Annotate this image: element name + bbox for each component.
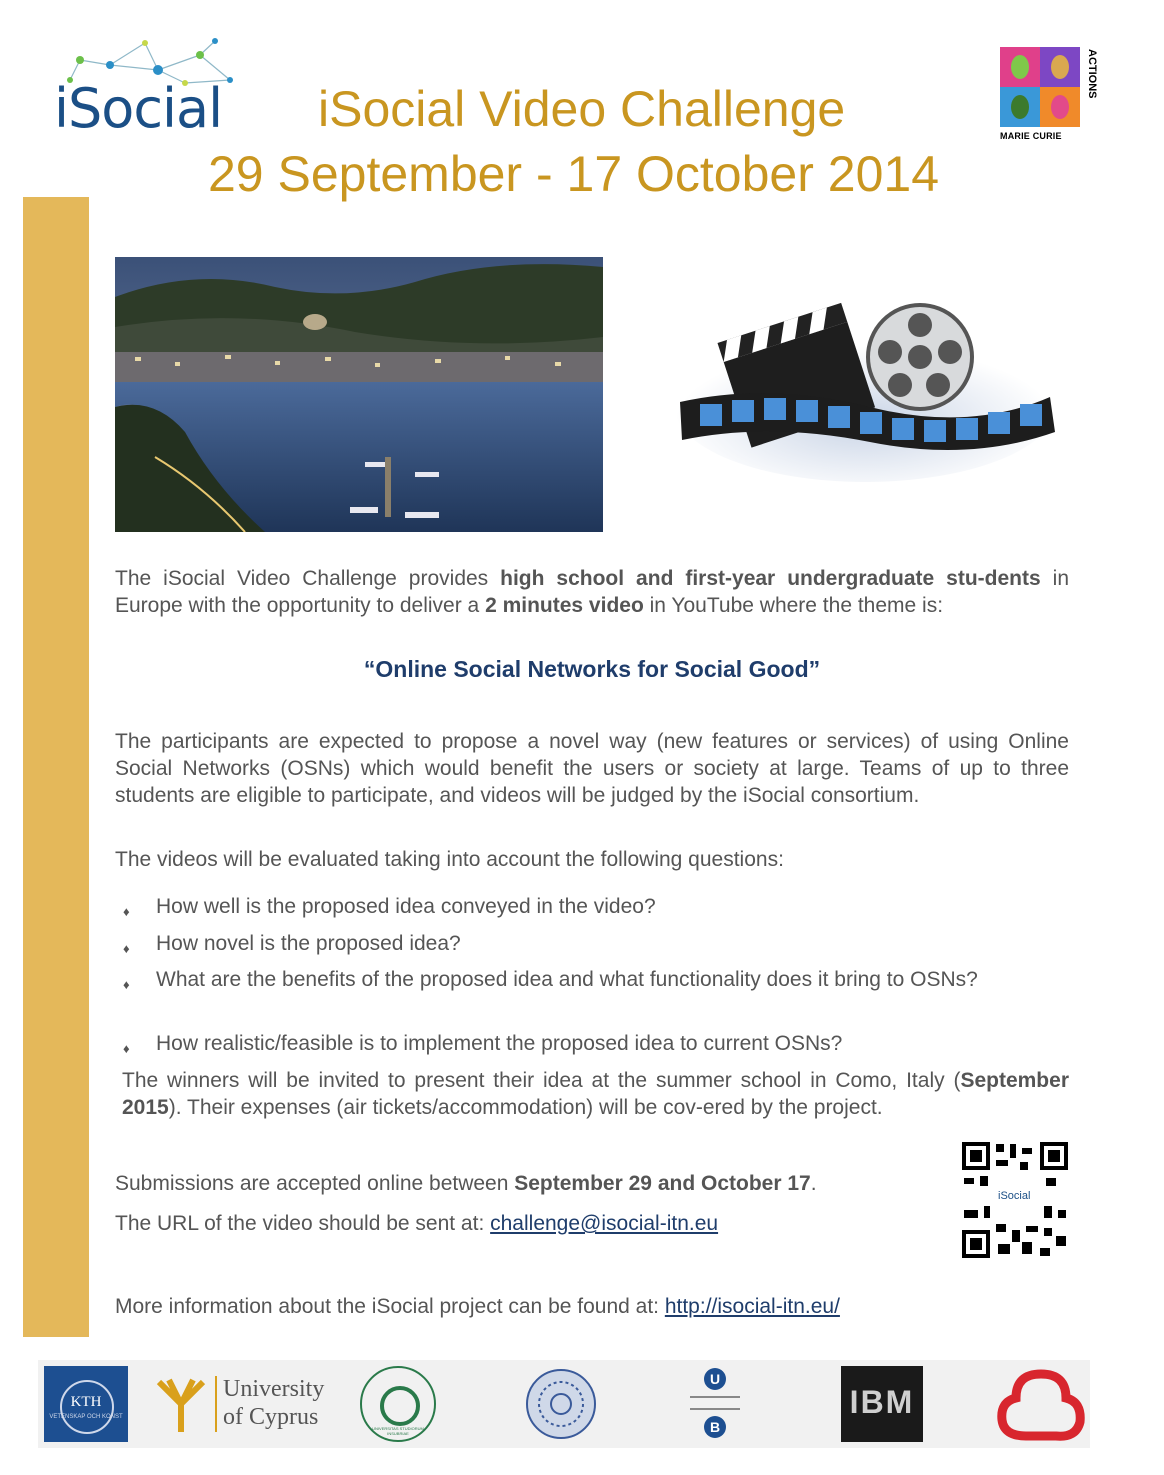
submissions-paragraph	[115, 1170, 945, 1197]
partner-red-logo	[996, 1366, 1086, 1442]
submissions-text-end: .	[810, 1172, 817, 1195]
submission-window: September 29 and October 17	[514, 1172, 811, 1195]
intro-text-mid: in Europe with the opportunity to deliver a	[115, 567, 1069, 617]
insubria-logo	[358, 1366, 438, 1442]
list-item-text: How realistic/feasible is to implement the proposed idea to current OSNs?	[156, 1032, 843, 1055]
challenge-theme: “Online Social Networks for Social Good”	[363, 656, 821, 682]
intro-text: The iSocial Video Challenge provides	[115, 567, 501, 590]
email-link[interactable]: challenge@isocial-itn.eu	[490, 1212, 719, 1235]
list-item-text: How well is the proposed idea conveyed in the video?	[156, 895, 656, 918]
website-link[interactable]: http://isocial-itn.eu/	[664, 1295, 840, 1318]
winners-text: The winners will be invited to present their idea at the summer school in Como, Italy (	[122, 1069, 961, 1092]
page-title: iSocial Video Challenge	[318, 81, 846, 137]
more-info-paragraph	[115, 1293, 1069, 1320]
como-lake-photo	[115, 257, 603, 532]
url-text: The URL of the video should be sent at:	[115, 1212, 491, 1235]
university-of-cyprus-logo	[153, 1366, 333, 1442]
diamond-bullet-icon: ♦	[123, 977, 130, 992]
winners-paragraph	[122, 1067, 1069, 1121]
cyprus-line2: of Cyprus	[223, 1404, 319, 1430]
sidebar-accent-bar	[23, 197, 89, 1337]
list-item	[123, 966, 1069, 1022]
list-item	[123, 1030, 1069, 1058]
intro-text-end: in YouTube where the theme is:	[643, 594, 944, 617]
diamond-bullet-icon: ♦	[123, 941, 130, 956]
intro-paragraph	[115, 565, 1069, 619]
participants-paragraph: The participants are expected to propose a novel way (new features or services) of using Online Social Networks (OSNs) which would benefit the users or society at large. Teams of up to three students are eligible to participate, and videos will be judged by the iSocial consortium.	[115, 730, 1069, 807]
list-item-text: How novel is the proposed idea?	[156, 932, 461, 955]
cyprus-line1: University	[223, 1376, 325, 1402]
kth-label: KTH	[70, 1394, 102, 1410]
marie-curie-portraits-icon	[1000, 47, 1080, 127]
film-clapper-icon	[670, 282, 1060, 482]
mca-label: MARIE CURIE	[1000, 131, 1062, 141]
isocial-logo	[50, 35, 265, 140]
diamond-bullet-icon: ♦	[123, 1041, 130, 1056]
cyprus-tree-icon	[153, 1374, 209, 1434]
qr-code[interactable]	[960, 1140, 1070, 1260]
url-paragraph	[115, 1210, 945, 1237]
kth-logo	[44, 1366, 128, 1442]
ub-top: U	[704, 1368, 726, 1390]
list-item	[123, 893, 1069, 921]
logo-wordmark: iSocial	[54, 77, 223, 140]
intro-audience: high school and first-year undergraduate stu-dents	[500, 567, 1041, 590]
intro-video-length: 2 minutes video	[485, 594, 644, 617]
mca-side-label: ACTIONS	[1086, 49, 1098, 99]
event-dates: 29 September - 17 October 2014	[208, 146, 940, 202]
marie-curie-logo	[1000, 47, 1096, 141]
submissions-text: Submissions are accepted online between	[115, 1172, 515, 1195]
ub-logo	[680, 1366, 750, 1442]
partner-logos-bar	[38, 1360, 1090, 1448]
diamond-bullet-icon: ♦	[123, 904, 130, 919]
insubria-label: UNIVERSITAS STUDIORUM INSUBRIAE	[372, 1426, 424, 1436]
summer-school-date: September 2015	[122, 1069, 1069, 1119]
ibm-logo	[841, 1366, 923, 1442]
list-item-text: What are the benefits of the proposed idea and what functionality does it bring to OSNs?	[156, 968, 978, 991]
list-item	[123, 930, 1069, 958]
evaluation-intro: The videos will be evaluated taking into account the following questions:	[115, 848, 784, 871]
kth-sub: VETENSKAP OCH KONST	[49, 1414, 123, 1420]
ub-bottom: B	[704, 1416, 726, 1438]
qr-label: iSocial	[998, 1190, 1031, 1202]
more-info-text: More information about the iSocial project can be found at:	[115, 1295, 665, 1318]
seal-logo	[516, 1366, 606, 1442]
ibm-label: IBM	[849, 1384, 915, 1420]
winners-text-end: ). Their expenses (air tickets/accommodation) will be cov-ered by the project.	[168, 1096, 883, 1119]
